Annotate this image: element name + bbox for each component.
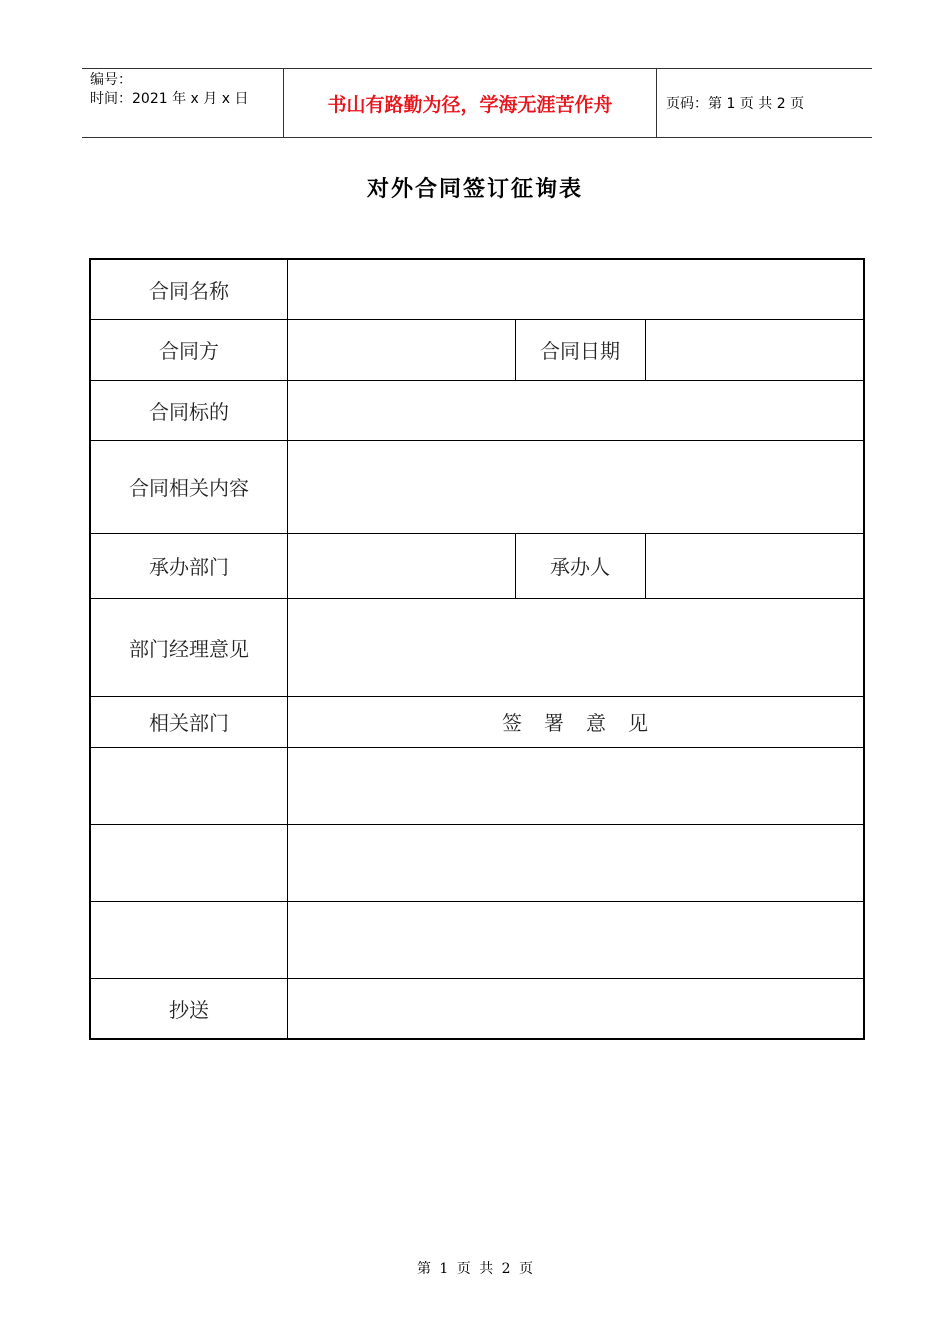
label-manager-opinion: 部门经理意见 xyxy=(129,636,249,661)
page-footer: 第 1 页 共 2 页 xyxy=(416,1261,534,1277)
field-contract-date[interactable] xyxy=(645,319,863,380)
label-handling-dept: 承办部门 xyxy=(149,555,229,579)
field-handler[interactable] xyxy=(645,533,863,598)
field-contract-subject[interactable] xyxy=(287,380,863,440)
field-contract-content[interactable] xyxy=(287,440,863,533)
field-related-dept-1[interactable] xyxy=(91,747,287,824)
label-contract-content: 合同相关内容 xyxy=(129,476,249,500)
header-time-label: 时间：2021 年 x 月 x 日 xyxy=(90,91,249,107)
page-header xyxy=(82,68,872,138)
field-sign-opinion-1[interactable] xyxy=(287,747,863,824)
inquiry-form-table xyxy=(89,258,865,1040)
header-slogan: 书山有路勤为径，学海无涯苦作舟 xyxy=(327,93,613,116)
label-contract-name: 合同名称 xyxy=(149,279,229,303)
label-related-dept: 相关部门 xyxy=(149,711,229,735)
header-divider xyxy=(656,69,657,137)
label-contract-party: 合同方 xyxy=(159,339,219,363)
field-contract-party[interactable] xyxy=(287,319,515,380)
field-sign-opinion-2[interactable] xyxy=(287,824,863,901)
label-contract-date: 合同日期 xyxy=(540,339,620,363)
header-meta xyxy=(90,71,248,109)
label-cc: 抄送 xyxy=(169,997,209,1022)
field-handling-dept[interactable] xyxy=(287,533,515,598)
label-sign-opinion: 签署意见 xyxy=(502,711,670,735)
field-cc[interactable] xyxy=(287,978,863,1038)
field-manager-opinion[interactable] xyxy=(287,598,863,696)
field-related-dept-2[interactable] xyxy=(91,824,287,901)
label-contract-subject: 合同标的 xyxy=(149,399,229,424)
field-related-dept-3[interactable] xyxy=(91,901,287,978)
header-page-info: 页码：第 1 页 共 2 页 xyxy=(666,96,805,112)
header-number-label: 编号： xyxy=(90,72,132,88)
label-handler: 承办人 xyxy=(550,555,610,579)
field-contract-name[interactable] xyxy=(287,260,863,319)
field-sign-opinion-3[interactable] xyxy=(287,901,863,978)
document-title: 对外合同签订征询表 xyxy=(366,177,583,202)
label-sign-opinion-wrap xyxy=(287,696,863,747)
